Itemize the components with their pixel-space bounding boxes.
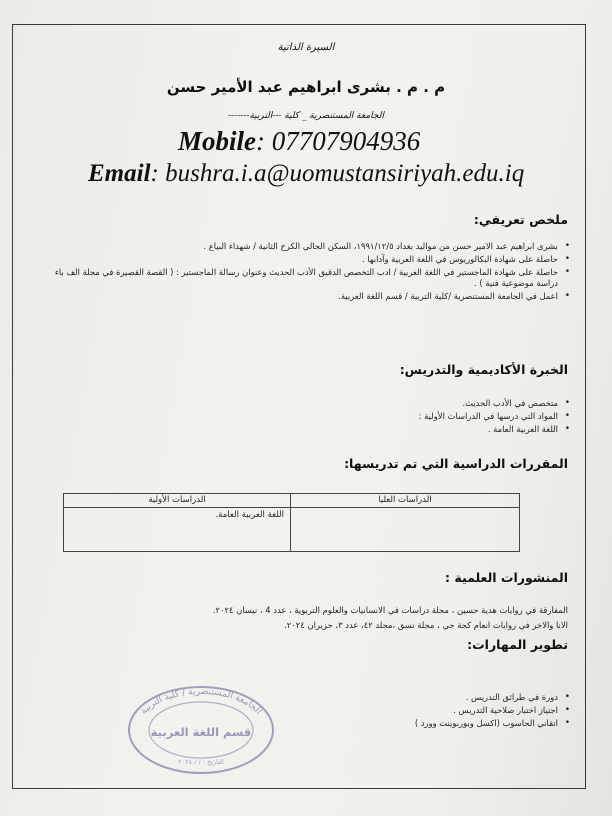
email-line xyxy=(88,160,524,188)
list-item: • اتقاني الحاسوب (اكسل وبوربوينت وورد ) xyxy=(332,718,572,729)
department-stamp xyxy=(126,684,276,776)
table-cell-undergrad: اللغة العربية العامة. xyxy=(215,510,284,520)
experience-list xyxy=(272,398,572,435)
email-label: Email xyxy=(88,160,151,187)
summary-title: ملخص تعريفي: xyxy=(473,212,568,227)
skills-list xyxy=(332,692,572,729)
skills-title: تطوير المهارات: xyxy=(467,637,568,652)
mobile-label: Mobile xyxy=(178,126,256,156)
mobile-value: : 07707904936 xyxy=(256,126,421,156)
mobile-line xyxy=(178,126,420,157)
list-item: • بشرى ابراهيم عبد الامير حسن من مواليد بغداد ١٩٩١/١٢/٥، السكن الحالي الكرخ الثانية / شهداء البياع . xyxy=(52,241,572,252)
list-item: • المواد التي درسها في الدراسات الأولية : xyxy=(272,411,572,422)
summary-list xyxy=(52,241,572,302)
email-value: : bushra.i.a@uomustansiriyah.edu.iq xyxy=(150,160,525,187)
experience-title: الخبرة الأكاديمية والتدريس: xyxy=(399,362,568,377)
courses-title: المقررات الدراسية التي تم تدريسها: xyxy=(344,456,568,471)
list-item: • اللغة العربية العامة . xyxy=(272,424,572,435)
publication-item: الانا والاخر في روايات انعام كجة جي ، مجلة نسق ،مجلد ٤٢، عدد ٣، حزيران ٢٠٢٤. xyxy=(284,620,568,630)
cv-heading: السيرة الذاتية xyxy=(277,42,335,53)
list-item: • اجتياز اختبار صلاحية التدريس . xyxy=(332,705,572,716)
stamp-date-text: التاريخ : / / ٢٠٢٤ xyxy=(178,758,224,766)
list-item: • متخصص في الأدب الحديث. xyxy=(272,398,572,409)
person-name: م . م . بشرى ابراهيم عبد الأمير حسن xyxy=(166,78,446,96)
list-item: • اعمل في الجامعة المستنصرية /كلية التربية / قسم اللغة العربية. xyxy=(52,291,572,302)
publications-title: المنشورات العلمية : xyxy=(445,570,568,585)
stamp-ring-text: الجامعة المستنصرية / كلية التربية xyxy=(138,686,264,717)
affiliation: الجامعة المستنصرية _ كلية ---التربية------- xyxy=(228,111,384,121)
list-item: • دورة في طرائق التدريس . xyxy=(332,692,572,703)
table-header-grad: الدراسات العليا xyxy=(378,495,432,505)
table-header-undergrad: الدراسات الأولية xyxy=(148,495,206,505)
courses-table xyxy=(63,493,520,552)
stamp-center-text: قسم اللغة العربية xyxy=(150,725,252,739)
list-item: • حاصلة على شهادة الماجستير في اللغة العربية / ادب التخصص الدقيق الأدب الحديث وعنوان رسالة الماجستير : ( القصة القصيرة في مجلة الف باء دراسة موضوعية فنية ) . xyxy=(52,267,572,289)
list-item: • حاصلة على شهادة البكالوريوس في اللغة العربية وآدابها . xyxy=(52,254,572,265)
publication-item: المفارقة في روايات هدية حسين ، مجلة دراسات في الانسانيات والعلوم التربوية ، عدد 4 ، نيسان ٢٠٢٤. xyxy=(212,605,568,615)
